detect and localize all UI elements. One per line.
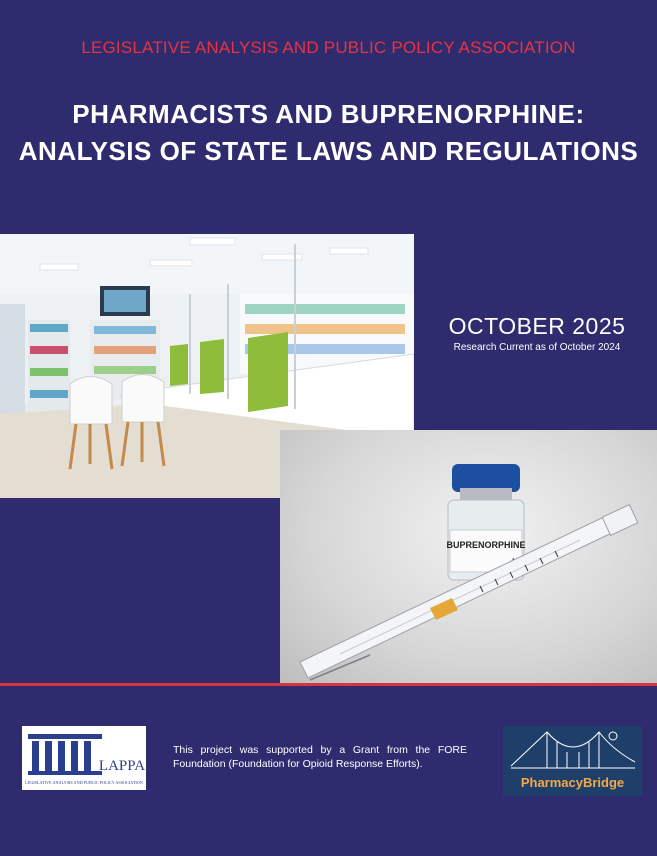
date-block <box>437 313 637 353</box>
lappa-logo <box>22 726 146 790</box>
grant-support-text: This project was supported by a Grant from the FORE Foundation (Foundation for Opioid Response Efforts). <box>173 744 467 770</box>
vial-label: BUPRENORPHINE <box>446 540 526 550</box>
lappa-logo-subtext: LEGISLATIVE ANALYSIS AND PUBLIC POLICY ASSOCIATION <box>25 780 143 785</box>
title-line-2: ANALYSIS OF STATE LAWS AND REGULATIONS <box>18 136 639 166</box>
research-current-note: Research Current as of October 2024 <box>453 342 621 353</box>
publication-date: OCTOBER 2025 <box>448 313 626 339</box>
red-divider-line <box>0 683 657 686</box>
title-line-1: PHARMACISTS AND BUPRENORPHINE: <box>72 99 585 129</box>
pharmacybridge-logo-text: PharmacyBridge <box>520 775 625 790</box>
pharmacybridge-logo <box>503 726 642 796</box>
organization-name: LEGISLATIVE ANALYSIS AND PUBLIC POLICY ASSOCIATION <box>81 38 576 57</box>
buprenorphine-vial-syringe-photo <box>280 430 657 684</box>
page-title <box>0 96 657 170</box>
lappa-logo-text: LAPPA <box>98 758 146 774</box>
